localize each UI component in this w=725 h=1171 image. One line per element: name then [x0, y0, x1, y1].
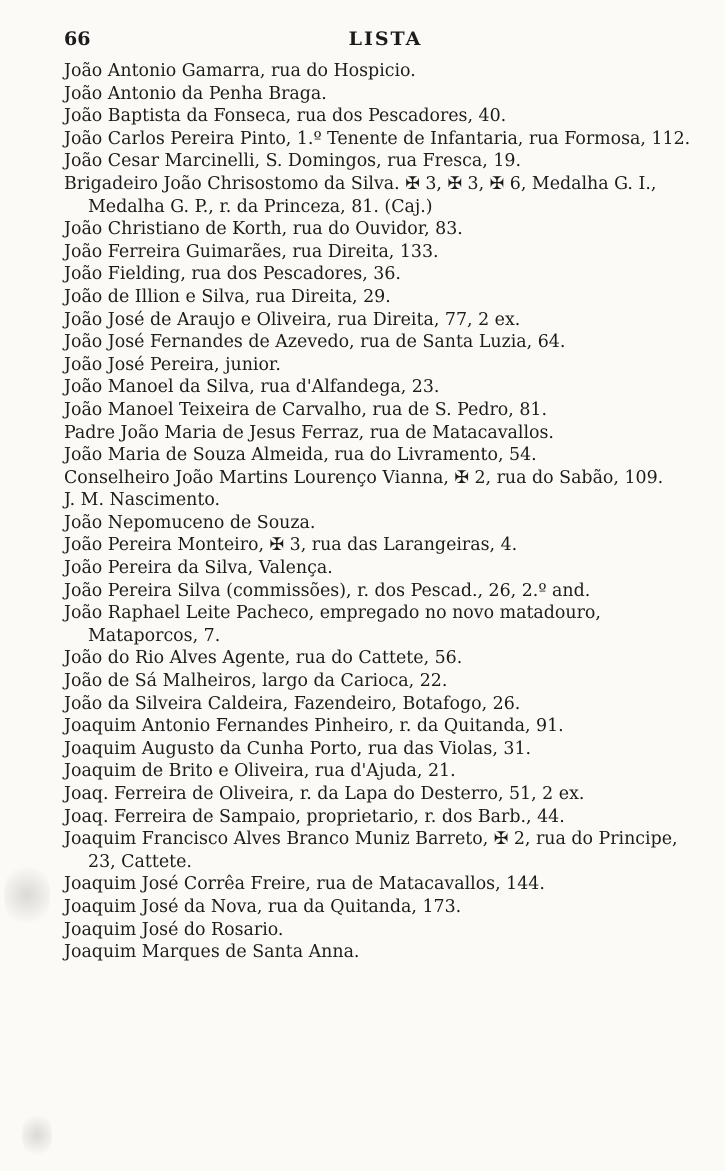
list-item: Joaquim de Brito e Oliveira, rua d'Ajuda, 21. [64, 761, 456, 782]
list-item: João Maria de Souza Almeida, rua do Livramento, 54. [64, 445, 537, 466]
page-title: LISTA [348, 28, 423, 50]
list-item: João Antonio Gamarra, rua do Hospicio. [64, 61, 416, 81]
list-item: João de Illion e Silva, rua Direita, 29. [64, 286, 391, 307]
list-item: João Manoel da Silva, rua d'Alfandega, 23. [64, 377, 440, 398]
list-item: João José Pereira, junior. [64, 354, 281, 375]
list-item: João Christiano de Korth, rua do Ouvidor, 83. [64, 219, 463, 240]
list-item: João Fielding, rua dos Pescadores, 36. [64, 264, 401, 285]
list-item: Joaquim Francisco Alves Branco Muniz Barreto, ✠ 2, rua do Principe, 23, Cattete. [64, 829, 678, 872]
subscriber-list [64, 60, 707, 964]
list-item: João Cesar Marcinelli, S. Domingos, rua Fresca, 19. [64, 151, 521, 172]
list-item: João Baptista da Fonseca, rua dos Pescadores, 40. [64, 106, 507, 127]
list-item: Joaquim José Corrêa Freire, rua de Matacavallos, 144. [64, 874, 545, 895]
list-item: Conselheiro João Martins Lourenço Vianna, ✠ 2, rua do Sabão, 109. [64, 467, 664, 488]
list-item: Brigadeiro João Chrisostomo da Silva. ✠ 3, ✠ 3, ✠ 6, Medalha G. I., Medalha G. P., r. da Princeza, 81. (Caj.) [64, 173, 657, 217]
list-item: João Pereira Silva (commissões), r. dos Pescad., 26, 2.º and. [64, 580, 591, 601]
list-item: João do Rio Alves Agente, rua do Cattete, 56. [64, 648, 463, 669]
list-item: João Nepomuceno de Souza. [64, 512, 316, 533]
page-number: 66 [64, 28, 91, 50]
list-item: João da Silveira Caldeira, Fazendeiro, Botafogo, 26. [64, 693, 521, 714]
list-item: João de Sá Malheiros, largo da Carioca, 22. [64, 671, 448, 692]
list-item: Joaq. Ferreira de Oliveira, r. da Lapa do Desterro, 51, 2 ex. [64, 784, 585, 804]
list-item: João José Fernandes de Azevedo, rua de Santa Luzia, 64. [64, 332, 566, 353]
list-item: João Manoel Teixeira de Carvalho, rua de S. Pedro, 81. [64, 399, 547, 420]
paper-stain [4, 860, 50, 930]
list-item: Joaquim José da Nova, rua da Quitanda, 173. [64, 896, 462, 917]
running-head [64, 26, 707, 60]
list-item: J. M. Nascimento. [64, 490, 221, 511]
list-item: Padre João Maria de Jesus Ferraz, rua de Matacavallos. [64, 422, 554, 443]
list-item: Joaquim José do Rosario. [64, 919, 284, 940]
list-item: João Carlos Pereira Pinto, 1.º Tenente de Infantaria, rua Formosa, 112. [64, 128, 691, 149]
list-item: João Pereira Monteiro, ✠ 3, rua das Larangeiras, 4. [64, 535, 518, 556]
list-item: Joaquim Marques de Santa Anna. [64, 942, 360, 963]
paper-stain [22, 1110, 52, 1160]
list-item: João José de Araujo e Oliveira, rua Direita, 77, 2 ex. [64, 309, 521, 330]
list-item: João Pereira da Silva, Valença. [64, 558, 333, 579]
list-item: João Raphael Leite Pacheco, empregado no novo matadouro, Mataporcos, 7. [64, 603, 601, 646]
list-item: Joaquim Augusto da Cunha Porto, rua das Violas, 31. [64, 738, 532, 759]
list-item: João Ferreira Guimarães, rua Direita, 133. [64, 241, 439, 262]
list-item: Joaquim Antonio Fernandes Pinheiro, r. da Quitanda, 91. [64, 716, 564, 737]
list-item: Joaq. Ferreira de Sampaio, proprietario, r. dos Barb., 44. [64, 806, 565, 827]
list-item: João Antonio da Penha Braga. [64, 83, 327, 104]
